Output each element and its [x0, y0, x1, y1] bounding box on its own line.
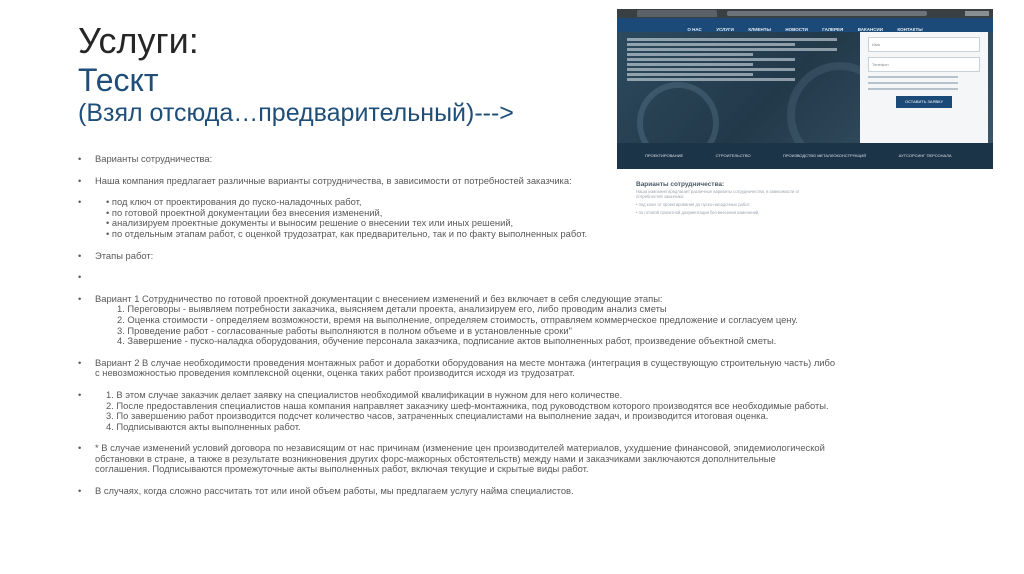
bullet-icon: • [78, 249, 82, 261]
sub-line: • по готовой проектной документации без внесения изменений, [106, 206, 383, 218]
bullet-text: Этапы работ: [95, 249, 154, 261]
sub-line: • под ключ от проектирования до пуско-наладочных работ, [106, 196, 362, 208]
bullet-icon: • [78, 196, 82, 208]
bullet-text: с невозможностью проведения комплексной оценки, оценка таких работ производится исходя из трудозатрат. [95, 367, 575, 379]
slide-title [78, 20, 618, 128]
sub-line: 3. По завершению работ производится подсчет количество часов, затраченных специалистами на выполнение задач, и производится итоговая оценка. [106, 410, 769, 422]
bullet-text: Варианты сотрудничества: [95, 153, 213, 164]
submit-request-button: ОСТАВИТЬ ЗАЯВКУ [896, 96, 952, 108]
bullet-item [78, 251, 948, 262]
sub-line: 1. В этом случае заказчик делает заявку на специалистов необходимой квалификации в нужном для него количестве. [106, 388, 623, 400]
bullet-item [78, 176, 948, 187]
title-line-3: (Взял отсюда…предварительный)---> [78, 98, 514, 127]
slide-body [78, 154, 948, 497]
service-construction: СТРОИТЕЛЬСТВО [715, 153, 751, 158]
sub-line: 1. Переговоры - выявляем потребности заказчика, выясняем детали проекта, анализируем его, либо проводим анализ сметы [117, 303, 667, 315]
nav-item-news: НОВОСТИ [785, 27, 808, 32]
window-buttons [965, 11, 989, 16]
nav-item-contacts: КОНТАКТЫ [897, 27, 923, 32]
bullet-icon: • [78, 356, 82, 368]
bullet-item [78, 443, 948, 475]
bullet-item [78, 272, 948, 283]
bullet-text: * В случае изменений условий договора по независящим от нас причинам (изменение цен производителей материалов, ухудшение финансовой, эпидемиологической [95, 442, 825, 454]
name-field: Имя [868, 37, 980, 52]
bullet-item [78, 154, 948, 165]
bullet-text: соглашения. Подписываются промежуточные акты выполненных работ, включая текущие и скрытые виды работ. [95, 463, 589, 475]
sub-line: 4. Подписываются акты выполненных работ. [106, 420, 301, 432]
bullet-icon: • [78, 442, 82, 454]
bullet-item [78, 390, 948, 432]
nav-item-vacancies: ВАКАНСИИ [857, 27, 883, 32]
address-bar [727, 11, 927, 16]
bullet-icon: • [78, 174, 82, 186]
bullet-icon: • [78, 153, 82, 164]
hero-text-block [627, 36, 837, 83]
sub-line: 2. После предоставления специалистов наша компания направляет заказчику шеф-монтажника, под руководством которого производятся все необходимые работы. [106, 399, 829, 411]
bullet-icon: • [78, 388, 82, 400]
bullet-icon: • [78, 271, 82, 283]
site-hero [617, 32, 993, 143]
bullet-text: Вариант 1 Сотрудничество по готовой проектной документации с внесением изменений и без включает в себя следующие этапы: [95, 292, 663, 304]
excerpt-item: • под ключ от проектирования до пуско-наладочных работ, [636, 202, 751, 207]
browser-tab [637, 10, 717, 17]
bullet-item [78, 358, 948, 379]
title-line-2: Тескт [78, 61, 159, 98]
sub-line: 4. Завершение - пуско-наладка оборудования, обучение персонала заказчика, подписание актов выполненных работ, произведение объектной сметы. [117, 335, 777, 347]
bullet-icon: • [78, 485, 82, 497]
bullet-item [78, 486, 948, 497]
bullet-text: В случаях, когда сложно рассчитать тот или иной объем работы, мы предлагаем услугу найма специалистов. [95, 485, 574, 497]
site-nav [617, 18, 993, 32]
bullet-text: Наша компания предлагает различные варианты сотрудничества, в зависимости от потребностей заказчика: [95, 174, 572, 186]
bullet-text: обстановки в стране, а также в результате возникновения других форс-мажорных обстоятельств) между нами и заказчиками заключаются дополнительные [95, 452, 776, 464]
bullet-text: Вариант 2 В случае необходимости проведения монтажных работ и доработки оборудования на месте монтажа (интеграция в существующую строительную часть) либо [95, 356, 836, 368]
title-line-1: Услуги: [78, 20, 199, 61]
service-design: ПРОЕКТИРОВАНИЕ [645, 153, 684, 158]
service-outsourcing: АУТСОРСИНГ ПЕРСОНАЛА [898, 153, 952, 158]
nav-item-clients: КЛИЕНТЫ [748, 27, 771, 32]
request-form [860, 32, 988, 143]
nav-item-gallery: ГАЛЕРЕЯ [822, 27, 844, 32]
nav-item-about: О НАС [687, 27, 702, 32]
sub-line: • анализируем проектные документы и выносим решение о внесении тех или иных решений, [106, 217, 514, 229]
nav-item-services: УСЛУГИ [716, 27, 734, 32]
browser-chrome [617, 9, 993, 18]
sub-line: 2. Оценка стоимости - определяем возможности, время на выполнение, определяем стоимость, отправляем коммерческое предложение и согласуем цену. [117, 313, 798, 325]
phone-field: Телефон [868, 57, 980, 72]
excerpt-heading: Варианты сотрудничества: [636, 181, 725, 188]
bullet-icon: • [78, 292, 82, 304]
sub-line: • по отдельным этапам работ, с оценкой трудозатрат, как предварительно, так и по факту выполненных работ. [106, 227, 588, 239]
bullet-item [78, 294, 948, 347]
excerpt-intro: Наша компания предлагает различные варианты сотрудничества, в зависимости от потребностей заказчика: [636, 189, 800, 199]
excerpt-item: • по готовой проектной документации без внесения изменений, [636, 210, 760, 215]
sub-line: 3. Проведение работ - согласованные работы выполняются в полном объеме и в установленные сроки" [117, 324, 572, 336]
website-screenshot [617, 9, 993, 169]
bullet-item [78, 197, 948, 239]
service-metal: ПРОИЗВОДСТВО МЕТАЛЛОКОНСТРУКЦИЙ [783, 153, 867, 158]
